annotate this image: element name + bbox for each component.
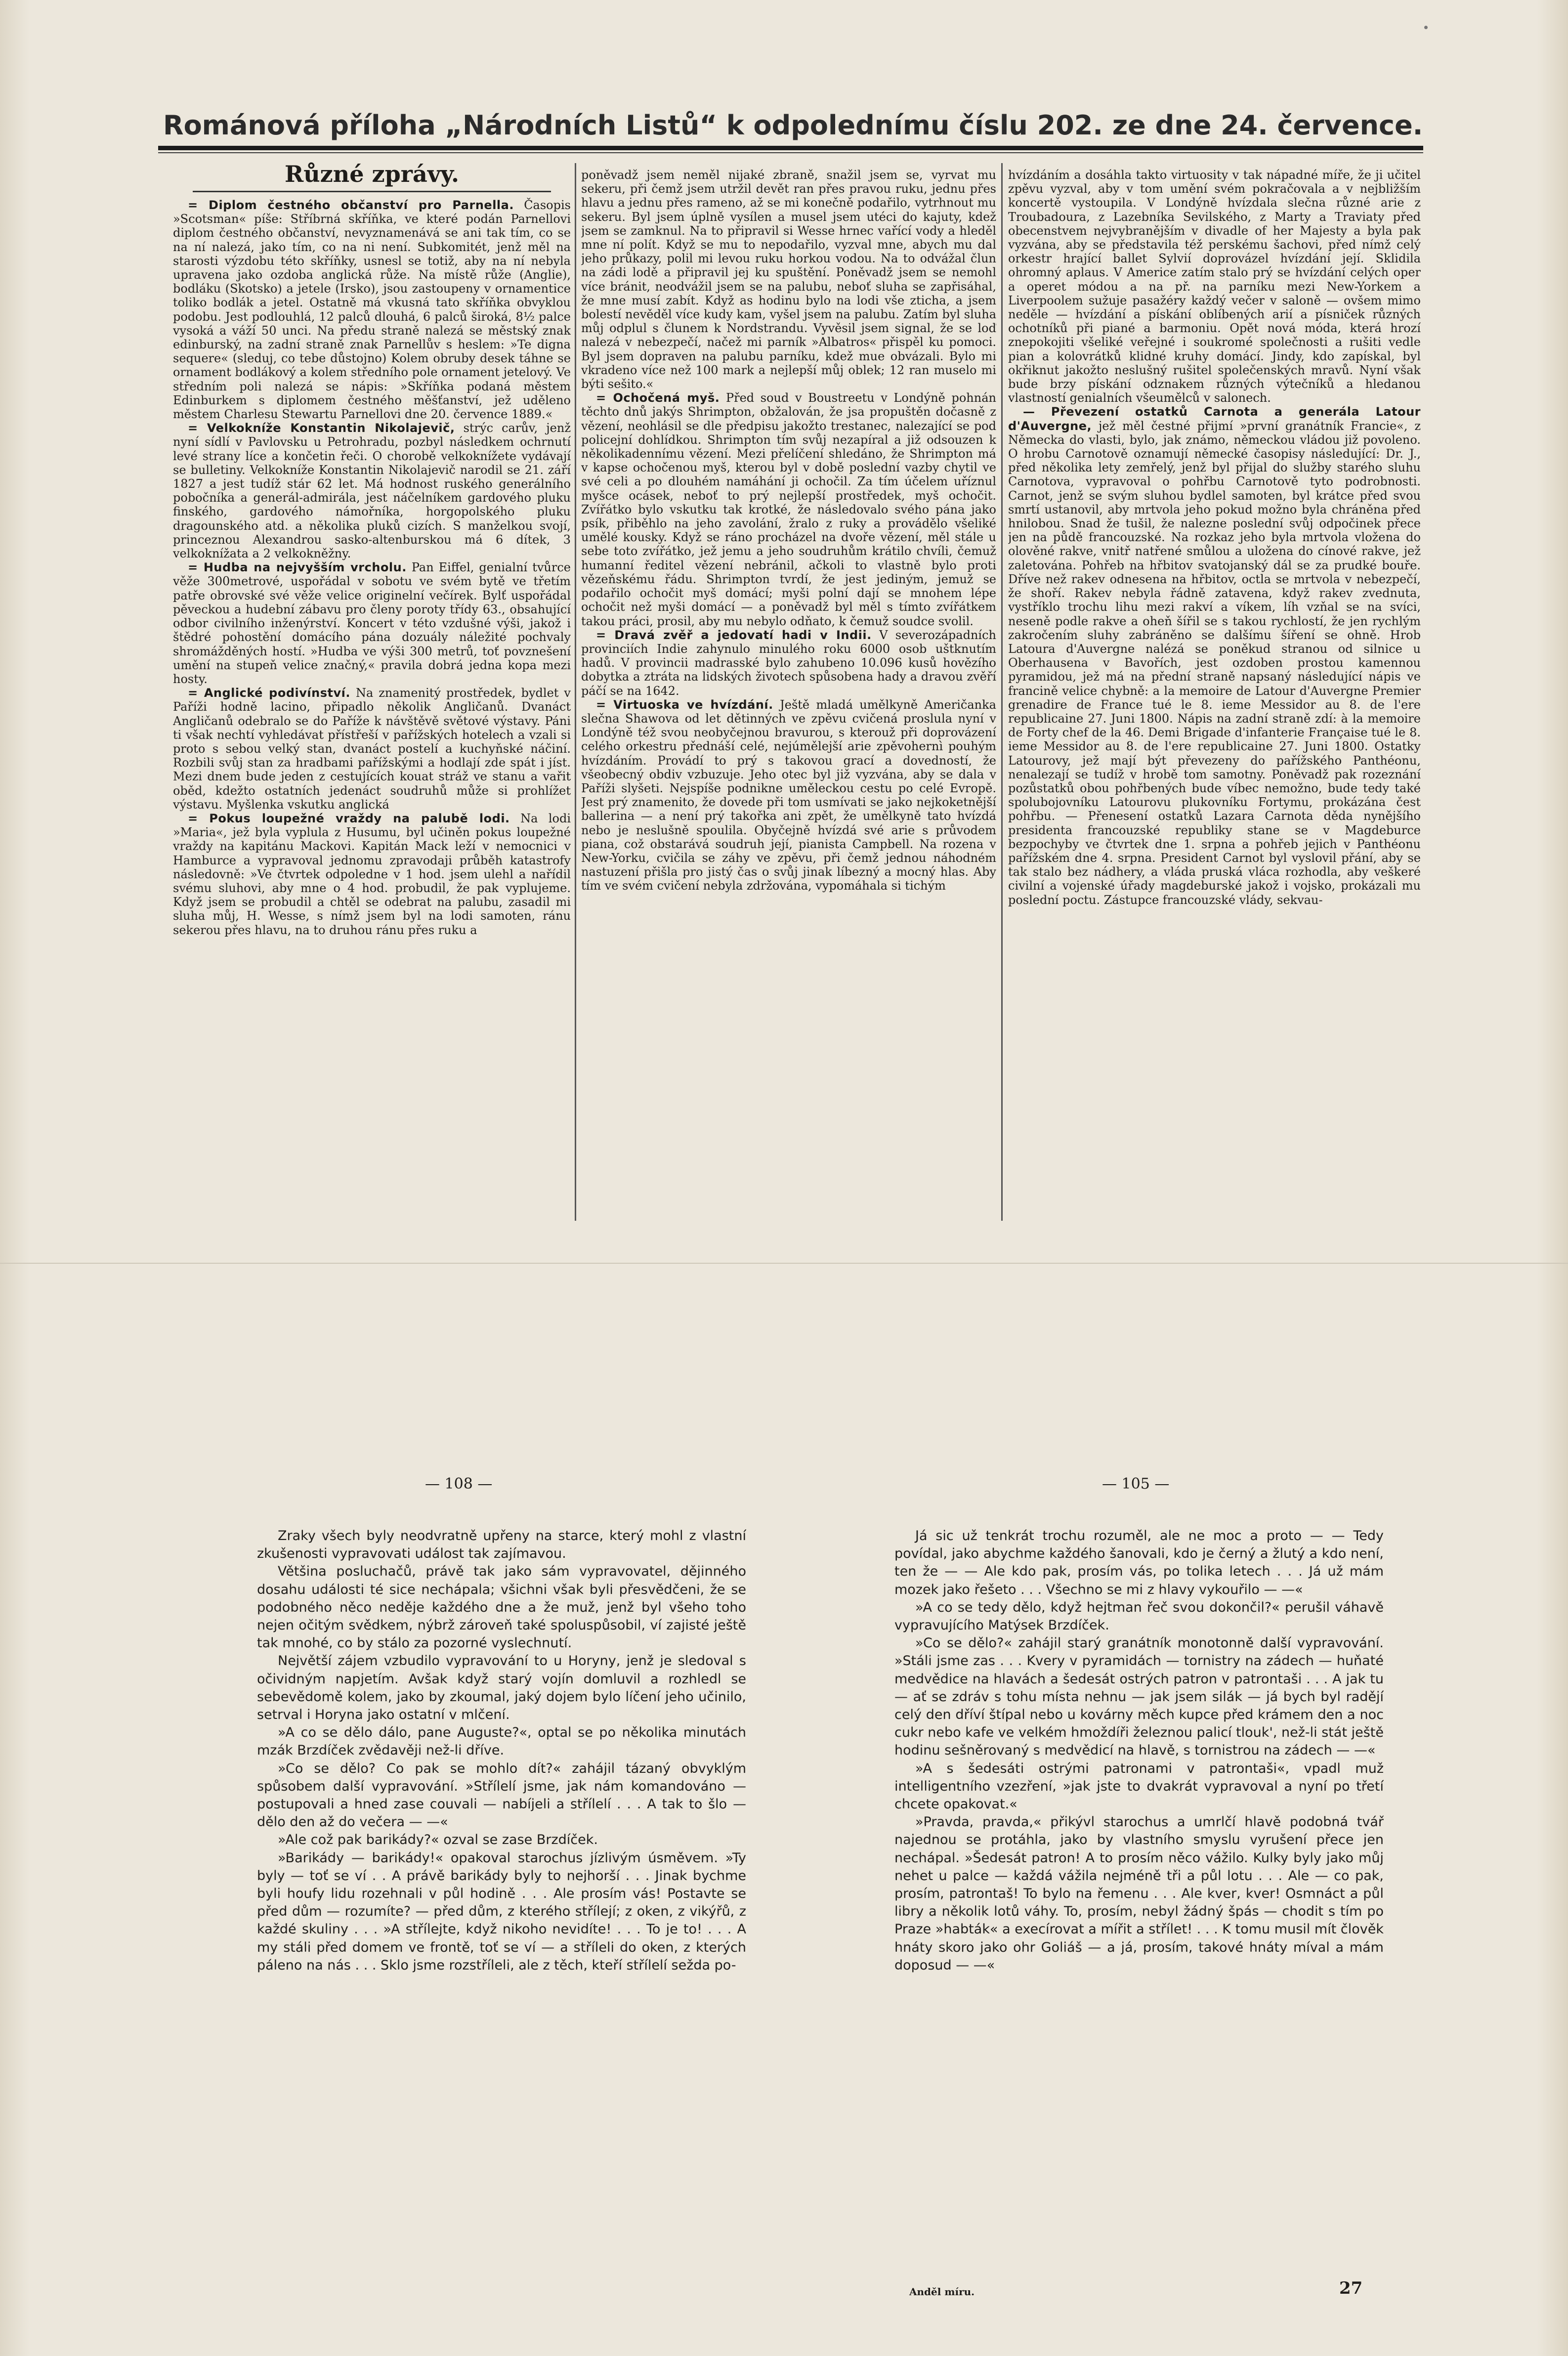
news-item (173, 560, 571, 686)
news-item (581, 698, 996, 893)
novel-page-right (894, 1527, 1384, 2288)
novel-paragraph: Zraky všech byly neodvratně upřeny na starce, který mohl z vlastní zkušenosti vypravovati událost tak zajímavou. (257, 1528, 746, 1562)
news-item (173, 198, 571, 421)
novel-paragraph: »A co se tedy dělo, když hejtman řeč svou dokončil?« perušil váhavě vypravujícího Matýsek Brzdíček. (894, 1599, 1384, 1633)
news-headline: = Pokus loupežné vraždy na palubě lodi. (188, 811, 510, 825)
news-headline: — Převezení ostatků Carnota a generála Latour d'Auvergne, (1008, 405, 1421, 433)
news-text: Pan Eiffel, genialní tvůrce věže 300metrové, uspořádal v sobotu ve svém bytě ve třetím patře obrovské své věže velice originelní večírek. Bylť uspořádal pěveckou a hudební zábavu pro členy poroty třídy 63., obsahující odbor civilního inženýrství. Koncert v této vzdušné výši, jakož i štědré pohostění domácího pána dozuály náležité pochvaly shromážděných hostí. »Hudba ve výši 300 metrů, toť povznešení umění na stupeň velice značný,« pravila dobrá jedna kopa mezi hosty. (173, 560, 571, 686)
news-item (581, 628, 996, 698)
novel-paragraph: »Co se dělo?« zahájil starý granátník monotonně další vypravování. »Stáli jsme zas . . . Kvery v pyramidách — tornistry na zádech — huňaté medvědice na hlavách a šedesát ostrých patron v patrontaši . . . A jak tu — ať se zdráv s tohu místa nehnu — jak jsem silák — já bych byl radějí celý den dříví štípal nebo u kovárny měch kupce před krámem den a noc cukr nebo kafe ve velkém hmoždíři železnou palicí tlouk', než-li stát ještě hodinu sešněrovaný s medvědicí na hlavě, s tornistrou na zádech — —« (894, 1635, 1384, 1758)
news-item (173, 812, 571, 937)
novel-paragraph: »Co se dělo? Co pak se mohlo dít?« zahájil tázaný obvyklým spůsobem další vypravování. »Střílelí jsme, jak nám komandováno — postupovali a hned zase couvali — nabíjeli a střílelí . . . A tak to šlo — dělo den až do večera — —« (257, 1760, 746, 1830)
novel-paragraph: Já sic už tenkrát trochu rozuměl, ale ne moc a proto — — Tedy povídal, jako abychme každého šanovali, kdo je černý a žlutý a kdo není, ten že — — Ale kdo pak, prosím vás, po tolika letech . . . Já už mám mozek jako řešeto . . . Všechno se mi z hlavy vykouřilo — —« (894, 1528, 1384, 1597)
news-column-1 (173, 158, 571, 1231)
news-item (173, 686, 571, 812)
news-text: Na lodi »Maria«, jež byla vyplula z Husumu, byl učiněn pokus loupežné vraždy na kapitánu Mackovi. Kapitán Mack leží v nemocnici v Hamburce a vypravoval jednomu zpravodaji průběh katastrofy následovně: »Ve čtvrtek odpoledne v 1 hod. jsem ulehl a nařídil svému sluhovi, aby mne o 4 hod. probudil, že pak vyplujeme. Když jsem se probudil a chtěl se odebrat na palubu, zasadil mi sluha můj, H. Wesse, s nímž jsem byl na lodi samoten, ránu sekerou přes hlavu, na to druhou ránu přes ruku a (173, 811, 571, 937)
news-headline: = Ochočená myš. (596, 391, 720, 405)
novel-paragraph: »A co se dělo dálo, pane Auguste?«, optal se po několika minutách mzák Brzdíček zvědavěji než-li dříve. (257, 1725, 746, 1758)
news-headline: = Dravá zvěř a jedovatí hadi v Indii. (596, 628, 872, 642)
section-title-rule (193, 191, 551, 192)
news-item (581, 168, 996, 391)
news-text: Ještě mladá umělkyně Američanka slečna Shawova od let dětinných ve zpěvu cvičená proslula nyní v Londýně též svou neobyčejnou bravurou, s kterouž při doprovázení celého orkestru přednáší celé, nejúmělejší arie zpěvohernì pouhým hvízdáním. Provádí to prý s takovou grací a dovedností, že všeobecný obdiv vzbuzuje. Jeho otec byl již vyzvána, aby se dala v Paříži slyšeti. Nejspíše podnikne uměleckou cestu po celé Evropě. Jest prý znamenito, že dovede při tom usmívati se jako nejkoketnější ballerina — a není prý takořka ani zpět, že umělkyně tato hvízdá nebo je neslušně spoulila. Obyčejně hvízdá své arie s průvodem piana, což obstarává soudruh její, pianista Campbell. Na rozena v New-Yorku, cvičila se záhy ve zpěvu, při čemž jednou náhodném nastuzení přišla pro jistý čas o svůj jinak líbezný a mocný hlas. Aby tím ve svém cvičení nebyla zdržována, vypomáhala si tichým (581, 697, 996, 893)
news-column-3 (1008, 168, 1421, 1241)
novel-paragraph: »Pravda, pravda,« přikývl starochus a umrlčí hlavě podobná tvář najednou se protáhla, jako by vlastního smyslu vyrušení přece jen nechápal. »Šedesát patron! A to prosím něco vážilo. Kulky byly jako můj nehet u palce — každá vážila nejméně tři a půl lotu . . . Ale — co pak, prosím, patrontaš! To bylo na řemenu . . . Ale kver, kver! Osmnáct a půl libry a několik lotů váhy. To, prosím, nebyl žádný špás — chodit s tím po Praze »habták« a execírovat a mířit a střílet! . . . K tomu musil mít člověk hnáty skoro jako ohr Goliáš — a já, prosím, takové hnáty míval a mám doposud — —« (894, 1814, 1384, 1973)
news-headline: = Diplom čestného občanství pro Parnella. (188, 198, 514, 212)
news-item (581, 391, 996, 628)
novel-paragraph: Většina posluchačů, právě tak jako sám vypravovatel, dějinného dosahu události té sice nechápala; všichni však byli přesvědčeni, že se podobného něco neděje každého dne a že muž, jenž byl všeho toho nejen očitým svědkem, nýbrž zároveň také spoluspůsobil, ví zajisté ještě tak mnohé, co by stálo za pozorné vyslechnutí. (257, 1564, 746, 1651)
news-text: Na znamenitý prostředek, bydlet v Paříži hodně lacino, připadlo několik Angličanů. Dvanáct Angličanů odebralo se do Paříže k návštěvě světové výstavy. Páni ti však nechtí vyhledávat přístřeší v pařížských hotelech a vzali si proto s sebou velký stan, dvanáct postelí a kuchyňské náčiní. Rozbili svůj stan za hradbami pařížskými a hodlají zde spát i jíst. Mezi dnem bude jeden z cestujících kouat stráž ve stanu a vařit oběd, kdežto ostatních jedenáct soudruhů může si prohlížet výstavu. Myšlenka vskutku anglická (173, 686, 571, 812)
page-speck (1424, 26, 1428, 29)
novel-paragraph: »A s šedesáti ostrými patronami v patrontaši«, vpadl muž intelligentního vzezření, »jak jste to dvakrát vypravoval a nyní po třetí chcete opakovat.« (894, 1760, 1384, 1812)
news-headline: = Anglické podivínství. (188, 686, 350, 700)
novel-paragraph: »Barikády — barikády!« opakoval starochus jízlivým úsměvem. »Ty byly — toť se ví . . A právě barikády byly to nejhorší . . . Jinak bychme byli houfy lidu rozehnali v půl hodině . . . Ale prosím vás! Postavte se před dům — rozumíte? — před dům, z kterého střílejí; z oken, z vikýřů, z každé skuliny . . . »A střílejte, když nikoho nevidíte! . . . To je to! . . . A my stáli před domem ve frontě, toť se ví — a stříleli do oken, z kterých páleno na nás . . . Sklo jsme rozstříleli, ale z těch, kteří střílelí sežda po- (257, 1850, 746, 1973)
news-item (1008, 405, 1421, 906)
news-text: jež měl čestné přijmí »první granátník Francie«, z Německa do vlasti, bylo, jak známo, německou vládou již povoleno. O hrobu Carnotově oznamují německé časopisy následující: Dr. J., před několika lety zemřelý, jenž byl přijal do služby starého sluhu Carnotova, vypravoval o pohřbu Carnotově tyto podrobnosti. Carnot, jenž se svým sluhou bydlel samoten, byl krátce před svou smrtí ustanovil, aby mrtvola jeho pokud možno byla chráněna před hnilobou. Snad že tušil, že nalezne poslední svůj odpočinek přece jen na půdě francouzské. Na rozkaz jeho byla mrtvola vložena do olověné rakve, vnitř natřené smůlou a uložena do cínové rakve, jež zaletována. Pohřeb na hřbitov svatojanský dál se za prudké bouře. Dříve než rakev odnesena na hřbitov, octla se mrtvola v nebezpečí, že shoří. Rakev nebyla řádně zatavena, když rakev zvednuta, vystříklo trochu lihu mezi rakví a víkem, líh vzňal se na svíci, neseně podle rakve a oheň šířil se s takou rychlostí, že jen rychlým zakročením sluhy zabráněno se dalšímu šíření se ohně. Hrob Latoura d'Auvergne nalézá se poněkud stranou od silnice u Oberhausena v Bavořích, jest ozdoben prostou kamennou pyramidou, jež má na přední straně napsaný následující nápis ve francině velice chybně: a la memoire de Latour d'Auvergne Premier grenadire de France tué le 8. ieme Messidor au 8. de l'ere republicaine 27. Juni 1800. Nápis na zadní straně zdí: à la memoire de Forty chef de la 46. Demi Brigade d'infanterie Française tué le 8. ieme Messidor au 8. de l'ere republicaine 27. Juni 1800. Ostatky Latourovy, jež mají být převezeny do pařížského Panthéonu, nenalezají se tudíž v hrobě tom samotny. Poněvadž pak rozeznání pozůstatků obou pohřbených bude víbec nemožno, bude tedy také spolubojovníku Latourovu plukovníku Fortymu, prokázána čest pohřbu. — Přenesení ostatků Lazara Carnota děda nynějšího presidenta francouzské republiky stane se v Magdeburce bezpochyby ve čtvrtek dne 1. srpna a pohřeb jejich v Panthéonu pařížském dne 4. srpna. President Carnot byl vyslovil přání, aby se tak stalo bez nádhery, a vláda pruská vláca rozhodla, aby veškeré civilní a vojenské úřady magdeburské jakož i vojsko, prokázali mu poslední poctu. Zástupce francouzské vlády, sekvau- (1008, 419, 1421, 907)
novel-page-left (257, 1527, 746, 2288)
news-item (1008, 168, 1421, 405)
page-fold (0, 1263, 1568, 1264)
section-title: Různé zprávy. (284, 161, 460, 187)
sheet-number: 27 (1339, 2278, 1363, 2298)
news-column-2 (581, 168, 996, 1241)
news-text: Časopis »Scotsman« píše: Stříbrná skříňka, ve které podán Parnellovi diplom čestného občanství, nevyznamenává se ani tak tím, co se na ní nalezá, jako tím, co na ni není. Subkomitét, jenž měl na starosti výzdobu této skříňky, usnesl se totiž, aby na ní nebyla upravena jako ozdoba anglická růže. Na místě růže (Anglie), bodláku (Skotsko) a jetele (Irsko), jsou zastoupeny v ornamentice toliko bodlák a jetel. Ostatně má vkusná tato skříňka obvyklou podobu. Jest podlouhlá, 12 palců dlouhá, 6 palců široká, 8½ palce vysoká a váží 50 unci. Na předu straně nalezá se městský znak edinburský, na zadní straně znak Parnellův s heslem: »Te digna sequere« (sleduj, co tebe důstojno) Kolem obruby desek táhne se ornament bodlákový a kolem středního pole ornament jetelový. Ve středním poli nalezá se nápis: »Skříňka podaná městem Edinburkem s diplomem čestného měšťanství, jež uděleno městem Charlesu Stewartu Parnellovi dne 20. července 1889.« (173, 198, 571, 422)
news-headline: = Virtuoska ve hvízdání. (596, 697, 773, 712)
column-divider (1001, 163, 1003, 1221)
news-text: poněvadž jsem neměl nijaké zbraně, snažil jsem se, vyrvat mu sekeru, při čemž jsem utržil devět ran přes pravou ruku, jednu přes hlavu a jednu přes rameno, až se mi konečně podařilo, vytrhnout mu sekeru. Byl jsem úplně vysílen a musel jsem utéci do kajuty, kdež jsem se zamknul. Na to připravil si Wesse hrnec vařící vody a hleděl mne ní polít. Když se mu to nepodařilo, vyzval mne, abych mu dal jeho průkazy, polil mi levou ruku horkou vodou. Na to odvážal člun na zádi lodě a připravil jej ku spuštění. Poněvadž jsem se nemohl více bránit, neodvážil jsem se na palubu, neboť sluha se zapřisáhal, že mne musí zabít. Když as hodinu bylo na lodi vše zticha, a jsem bolestí nevěděl více kudy kam, vyšel jsem na palubu. Zatím byl sluha můj odplul s člunem k Nordstrandu. Vyvěsil jsem signal, že se loď nalezá v nebezpečí, načež mi parník »Albatros« přispěl ku pomoci. Byl jsem dopraven na palubu parníku, kdež mue obvázali. Bylo mi vkradeno více než 100 mark a nejlepší můj oblek; 12 ran muselo mi býti sešito.« (581, 168, 996, 391)
news-headline: = Hudba na nejvyšším vrcholu. (188, 560, 407, 575)
column-divider (575, 163, 576, 1221)
supplement-header: Románová příloha „Národních Listů“ k odpolednímu číslu 202. ze dne 24. července. (163, 110, 1423, 141)
header-rule-thin (158, 152, 1423, 153)
page-number-right: — 105 — (1102, 1475, 1170, 1493)
page-number-left: — 108 — (425, 1475, 493, 1493)
news-headline: = Velkokníže Konstantin Nikolajevič, (188, 421, 455, 435)
news-text: Před soud v Boustreetu v Londýně pohnán těchto dnů jakýs Shrimpton, obžalován, že jsa propuštěn dočasně z vězení, neohlásil se dle předpisu jakožto trestanec, nalezající se pod policejní dohlídkou. Shrimpton tím svůj nezapíral a již odsouzen k několikadennímu vězení. Mezi přelíčení shledáno, že Shrimpton má v kapse ochočenou myš, kterou byl v době poslední vazby chytil ve své celi a po dlouhém namáhání ji ochočil. Za tím účelem uříznul myšce ocásek, neboť to prý nejlepší prostředek, myš ochočit. Zvířátko bylo vskutku tak krotké, že následovalo svého pána jako psík, přiběhlo na jeho zavolání, žralo z ruky a provádělo všeliké umělé kousky. Když se ráno procházel na dvoře vězení, měl stále u sebe toto zvířátko, jež jemu a jeho soudruhům krátilo chvíli, čemuž humanní ředitel vězení nebránil, ačkoli to vlastně bylo proti vězeňskému řádu. Shrimpton tvrdí, že jest jediným, jemuž se podařilo ochočit myš domácí; myši polní dají se mnohem lépe ochočit než myši domácí — a poněvadž byl měl s tímto zvířátkem takou práci, prosil, aby mu nebylo odňato, k čemuž soudce svolil. (581, 391, 996, 628)
novel-paragraph: »Ale což pak barikády?« ozval se zase Brzdíček. (278, 1832, 598, 1848)
novel-paragraph: Největší zájem vzbudilo vypravování to u Horyny, jenž je sledoval s očividným napjetím. Avšak když starý vojín domluvil a rozhledl se sebevědomě kolem, jako by zkoumal, jaký dojem bylo líčení jeho učinilo, setrval i Horyna jako ostatní v mlčení. (257, 1653, 746, 1723)
header-rule (158, 146, 1423, 150)
printer-signature: Anděl míru. (909, 2286, 975, 2298)
news-text: strýc carův, jenž nyní sídlí v Pavlovsku u Petrohradu, pozbyl následkem ochrnutí levé strany líce a končetin řeči. O chorobě velkoknížete vydávají se bulletiny. Velkokníže Konstantin Nikolajevič narodil se 21. září 1827 a jest tudíž stár 62 let. Má hodnost ruského generálního pobočníka a generál-admirála, jest náčelníkem gardového pluku finského, gardového námořníka, horgopolského pluku dragounského atd. a několika pluků cizích. S manželkou svojí, princeznou Alexandrou sasko-altenburskou má 6 dítek, 3 velkoknížata a 2 velkokněžny. (173, 421, 571, 561)
news-text: hvízdáním a dosáhla takto virtuosity v tak nápadné míře, že ji učitel zpěvu vyzval, aby v tom umění svém pokračovala a v nejbližším koncertě vystoupila. V Londýně hvízdala slečna různé arie z Troubadoura, z Lazebníka Sevilského, z Marty a Traviaty před obecenstvem nejvybranějším v divadle of her Majesty a byla pak vyzvána, aby se představila též perskému šachovi, před nímž celý orkestr hrající ballet Sylvií doprovázel hvízdání její. Sklidila ohromný aplaus. V Americe zatím stalo prý se hvízdání celých oper a operet módou a na př. na parníku mezi New-Yorkem a Liverpoolem sužuje pasažéry každý večer v saloně — ovšem mimo neděle — hvízdání a pískání oblíbených arií a písniček různých ochotníků při piané a barmoniu. Opět nová móda, která hrozí znepokojiti všeliké veřejné i soukromé společnosti a rušiti vedle pian a kolovrátků klidné kruhy domácí. Jindy, kdo zapískal, byl okřiknut jakožto neslušný rušitel společenských mravů. Nyní však bude brzy pískání odznakem různých výtečníků a hledanou vlastností genialních všeumělců v salonech. (1008, 168, 1421, 405)
news-text: V severozápadních provinciích Indie zahynulo minulého roku 6000 osob uštknutím hadů. V provincii madrasské bylo zahubeno 10.096 kusů hovězího dobytka a ztráta na lidských životech spůsobena hady a dravou zvěří páčí se na 1642. (581, 628, 996, 698)
news-item (173, 421, 571, 560)
